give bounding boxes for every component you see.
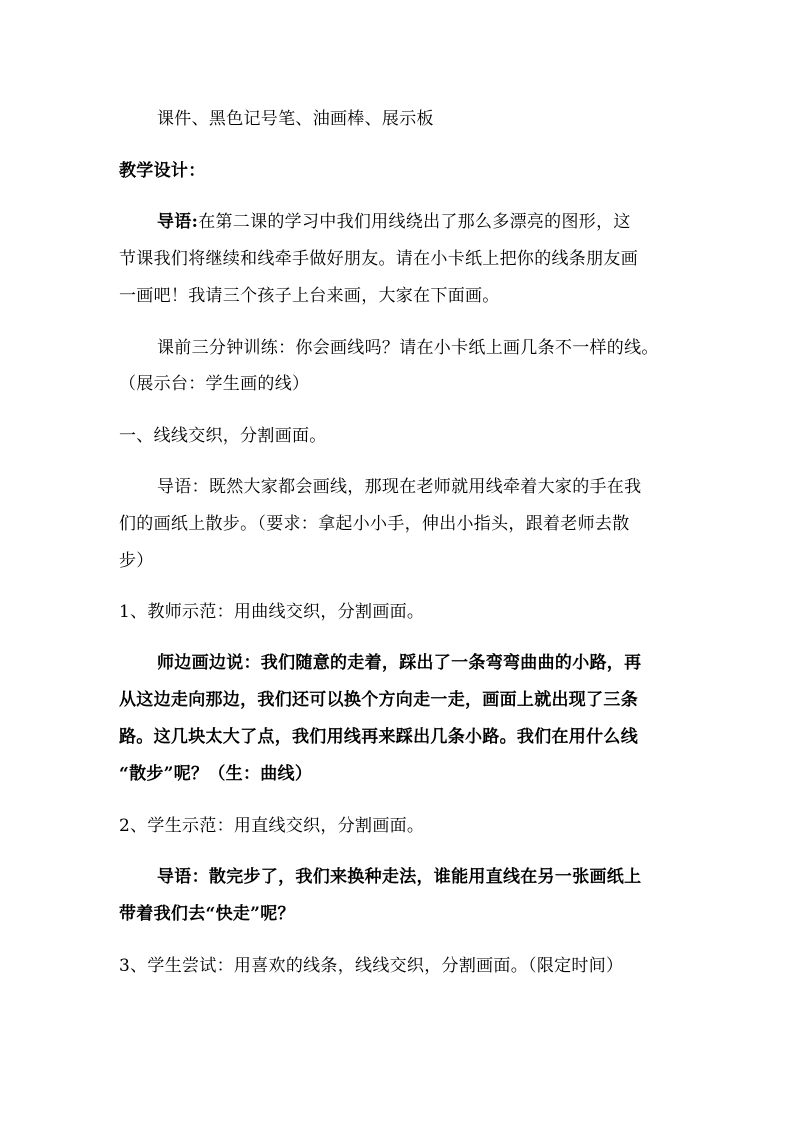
section1-guide-line-3: 步）: [119, 551, 154, 571]
intro-text-1: 在第二课的学习中我们用线绕出了那么多漂亮的图形，这: [198, 212, 631, 232]
teaching-design-heading: 教学设计：: [119, 161, 206, 181]
step1-line-3: 路。这几块太大了点，我们用线再来踩出几条小路。我们在用什么线: [119, 727, 638, 747]
section1-guide-line-2: 们的画纸上散步。（要求：拿起小小手，伸出小指头，跟着老师去散: [119, 514, 630, 534]
intro-line-2: 节课我们将继续和线牵手做好朋友。请在小卡纸上把你的线条朋友画: [119, 249, 638, 269]
intro-line-1: [157, 211, 717, 233]
materials-line: 课件、黑色记号笔、油画棒、展示板: [157, 109, 434, 129]
step1-line-4: “散步”呢？（生：曲线）: [119, 764, 313, 784]
step2-title: 2、学生示范：用直线交织，分割画面。: [119, 816, 425, 836]
step3-title: 3、学生尝试：用喜欢的线条，线线交织，分割画面。（限定时间）: [119, 956, 624, 976]
step2-line-2: 带着我们去“快走”呢？: [119, 904, 295, 924]
section1-heading: 一、线线交织，分割画面。: [119, 426, 327, 446]
step1-line-2: 从这边走向那边，我们还可以换个方向走一走，画面上就出现了三条: [119, 690, 638, 710]
step1-title: 1、教师示范：用曲线交织，分割画面。: [119, 602, 425, 622]
step1-line-1: 师边画边说：我们随意的走着，踩出了一条弯弯曲曲的小路，再: [157, 653, 642, 673]
warmup-line-2: （展示台：学生画的线）: [119, 374, 310, 394]
intro-line-3: 一画吧！我请三个孩子上台来画，大家在下面画。: [119, 286, 500, 306]
intro-label: 导语:: [157, 212, 199, 232]
section1-guide-line-1: 导语：既然大家都会画线，那现在老师就用线牵着大家的手在我: [157, 477, 642, 497]
warmup-line-1: 课前三分钟训练：你会画线吗？请在小卡纸上画几条不一样的线。: [157, 338, 659, 358]
step2-line-1: 导语：散完步了，我们来换种走法，谁能用直线在另一张画纸上: [157, 867, 642, 887]
